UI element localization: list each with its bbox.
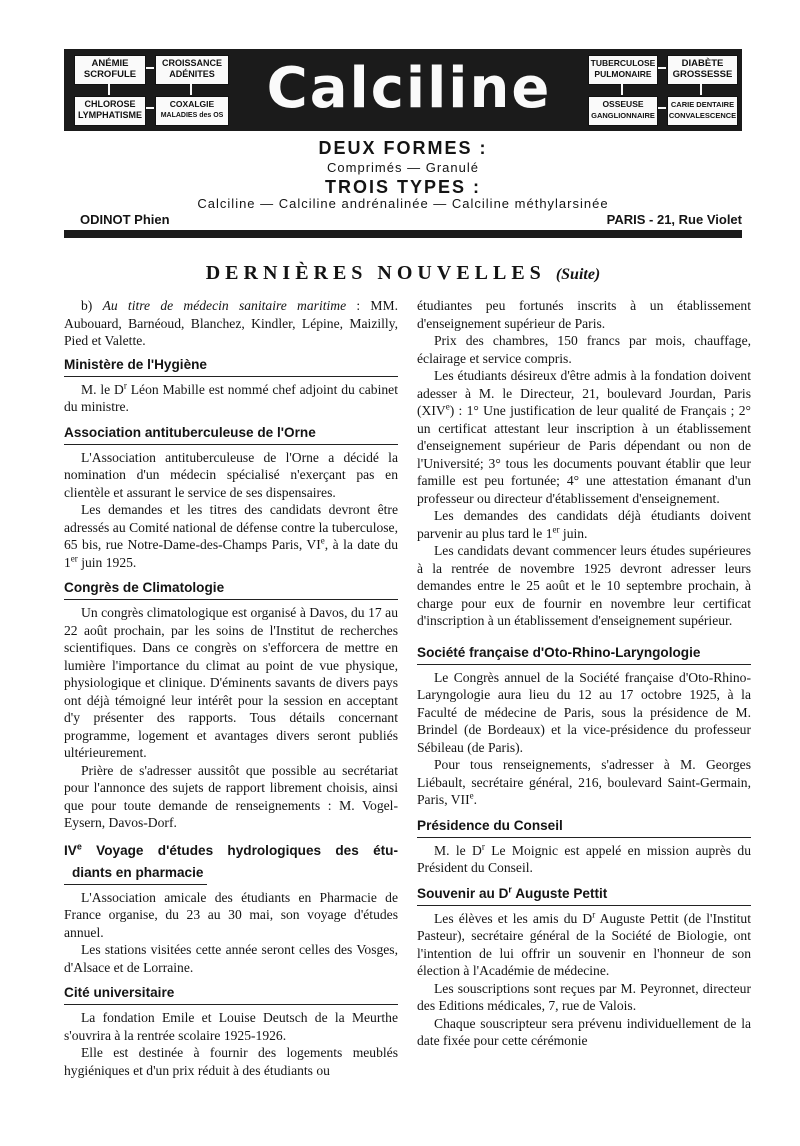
text: Souvenir au D bbox=[417, 885, 509, 901]
maker-address: PARIS - 21, Rue Violet bbox=[606, 212, 742, 227]
types-line: Calciline — Calciline andrénalinée — Calciline méthylarsinée bbox=[197, 196, 609, 211]
paragraph: Chaque souscripteur sera prévenu individuellement de la date fixée pour cette cérémonie bbox=[417, 1015, 751, 1048]
text: Auguste Pettit bbox=[511, 885, 608, 901]
ad-connector-lines bbox=[0, 0, 800, 140]
text: Les demandes et les titres des candidats devront être adressés au Comité national de défense contre la tuberculose, 65 bis, rue Notre-Dame-des-Champs Paris, VI bbox=[64, 502, 398, 552]
paragraph: Prix des chambres, 150 francs par mois, chauffage, éclairage et service compris. bbox=[417, 333, 751, 366]
paragraph: Prière de s'adresser aussitôt que possible au secrétariat pour l'annonce des sujets de rapport librement choisis, ainsi que pour toute demande de renseignements : M. Vogel-Eysern, Davos-Dorf. bbox=[64, 762, 398, 830]
section-title-voyage bbox=[64, 840, 398, 885]
section-title-climatologie: Congrès de Climatologie bbox=[64, 579, 398, 600]
ad-box-line: LYMPHATISME bbox=[77, 110, 142, 120]
left-column bbox=[64, 297, 398, 1079]
superscript: r bbox=[123, 379, 127, 390]
section-title-line: diants en pharmacie bbox=[64, 862, 207, 885]
paragraph: étudiantes peu fortunés inscrits à un établissement d'enseignement supérieur de Paris. bbox=[417, 298, 751, 331]
text: M. le D bbox=[81, 381, 124, 397]
right-column bbox=[417, 297, 751, 1050]
ad-box-line: SCROFULE bbox=[83, 69, 137, 80]
page-title bbox=[64, 262, 742, 285]
ad-box-line: ANÉMIE bbox=[91, 58, 129, 69]
text: Pour tous renseignements, s'adresser à M. Georges Liébault, secrétaire général, 216, boulevard Saint-Germain, Paris, VII bbox=[417, 757, 751, 807]
superscript: er bbox=[552, 523, 560, 534]
section-title-oto: Société française d'Oto-Rhino-Laryngologie bbox=[417, 644, 751, 665]
page-title-suite: (Suite) bbox=[555, 266, 601, 283]
text: Les étudiants désireux d'être admis à la fondation doivent adesser à M. le Directeur, 21, boulevard Jourdan, Paris (XIV bbox=[417, 368, 751, 418]
ad-box-line: GROSSESSE bbox=[672, 69, 733, 80]
section-title-line bbox=[64, 840, 398, 862]
paragraph: La fondation Emile et Louise Deutsch de la Meurthe s'ouvrira à la rentrée scolaire 1925-1926. bbox=[64, 1010, 398, 1043]
ad-box-line: ADÉNITES bbox=[169, 69, 215, 79]
text: Auguste Pettit (de l'Institut Pasteur), secrétaire général de la Société de Biologie, ont l'intention de lui offrir un souvenir en l'honneur de son élection à l'Académie de médecine. bbox=[417, 910, 751, 978]
paragraph bbox=[417, 910, 751, 980]
header-divider bbox=[64, 230, 742, 238]
superscript: r bbox=[508, 883, 512, 894]
forms-line: Comprimés — Granulé bbox=[327, 160, 479, 175]
ad-box-line: CROISSANCE bbox=[161, 58, 222, 68]
text: juin. bbox=[559, 525, 588, 541]
superscript: e bbox=[76, 840, 82, 851]
superscript: e bbox=[445, 401, 450, 412]
text: . bbox=[473, 792, 478, 807]
intro-italic: Au titre de médecin sanitaire maritime bbox=[102, 298, 347, 313]
paragraph bbox=[417, 507, 751, 542]
paragraph bbox=[417, 842, 751, 877]
page-title-main: DERNIÈRES NOUVELLES bbox=[205, 262, 546, 284]
text: IV bbox=[64, 842, 77, 858]
maker-name: ODINOT Phien bbox=[80, 212, 170, 227]
text: Voyage d'études hydrologiques des étu- bbox=[81, 842, 398, 858]
ad-box-line: OSSEUSE bbox=[602, 99, 644, 109]
section-title-presidence: Présidence du Conseil bbox=[417, 817, 751, 838]
ad-box-line: CARIE DENTAIRE bbox=[670, 100, 735, 109]
paragraph bbox=[64, 381, 398, 416]
superscript: e bbox=[469, 790, 474, 801]
types-title: TROIS TYPES : bbox=[324, 177, 482, 197]
paragraph: Elle est destinée à fournir des logements meublés hygiéniques et d'un prix réduit à des étudiants ou bbox=[64, 1045, 398, 1078]
superscript: r bbox=[592, 908, 596, 919]
ad-box-line: GANGLIONNAIRE bbox=[591, 111, 655, 120]
ad-box-line: MALADIES des OS bbox=[160, 112, 224, 119]
superscript: r bbox=[481, 840, 485, 851]
paragraph: L'Association antituberculeuse de l'Orne a décidé la nomination d'un médecin spécialisé n'exerçant pas en clientèle et assurant le service de ses dispensaires. bbox=[64, 449, 398, 500]
text: , à la date du 1 bbox=[64, 537, 398, 570]
paragraph: Le Congrès annuel de la Société française d'Oto-Rhino-Laryngologie aura lieu du 12 au 17 octobre 1925, à la Faculté de médecine de Paris, sous la présidence de M. Brindel (de Bordeaux) et la vice-présidence du professeur Sébileau (de Paris). bbox=[417, 669, 751, 755]
text: ) : 1° Une justification de leur qualité de Français ; 2° un certificat attestant leur inscription à un établissement d'enseignement supérieur de Paris dépendant ou non de l'Université; 3° tous les documents pouvant établir que leur famille est peu fortunée; 4° une attestation émanant d'un professeur ou directeur d'établissement d'enseignement. bbox=[417, 403, 751, 506]
superscript: e bbox=[320, 535, 325, 546]
text: juin 1925. bbox=[77, 554, 137, 570]
paragraph: Les candidats devant commencer leurs études supérieures à la rentrée de novembre 1925 devront adresser leurs demandes entre le 25 août et le 10 septembre prochain, à charge pour eux de fournir en novembre leur certificat d'inscription à un établissement d'enseignement supérieur. bbox=[417, 543, 751, 628]
ad-box-line: CONVALESCENCE bbox=[668, 111, 737, 120]
text: Léon Mabille est nommé chef adjoint du cabinet du ministre. bbox=[64, 381, 398, 414]
ad-box-line: DIABÈTE bbox=[681, 58, 724, 69]
forms-title: DEUX FORMES : bbox=[318, 138, 488, 158]
paragraph bbox=[417, 756, 751, 809]
ad-box-line: COXALGIE bbox=[169, 99, 215, 109]
paragraph: Un congrès climatologique est organisé à Davos, du 17 au 22 août prochain, par les soins de l'Institut de recherches scientifiques. Dans ce congrès on s'efforcera de mettre en lumière l'importance du climat au point de vue physique, physiologique et clinique. D'éminents savants de divers pays ont déjà témoigné leur intérêt pour la session en acceptant d'y présenter des rapports. Tous détails concernant programme, logement et avantages divers seront publiés ultérieurement. bbox=[64, 605, 398, 760]
paragraph: L'Association amicale des étudiants en Pharmacie de France organise, du 23 au 30 mai, son voyage d'études annuel. bbox=[64, 889, 398, 940]
section-title-hygiene: Ministère de l'Hygiène bbox=[64, 356, 398, 377]
ad-box-line: PULMONAIRE bbox=[594, 69, 652, 79]
ad-box-line: CHLOROSE bbox=[84, 99, 136, 109]
brand-logo: Calciline bbox=[266, 56, 552, 121]
intro-paragraph bbox=[64, 297, 398, 350]
section-title-orne: Association antituberculeuse de l'Orne bbox=[64, 424, 398, 445]
intro-text: : MM. Aubouard, Barnéoud, Blanchez, Kindler, Lépine, Maizilly, Pied et Valette. bbox=[64, 298, 398, 348]
section-title-cite: Cité universitaire bbox=[64, 984, 398, 1005]
paragraph bbox=[417, 367, 751, 507]
paragraph: Les souscriptions sont reçues par M. Peyronnet, directeur des Editions médicales, 7, rue de Valois. bbox=[417, 980, 751, 1013]
text: Les élèves et les amis du D bbox=[434, 910, 593, 926]
ad-box-line: TUBERCULOSE bbox=[590, 58, 656, 68]
section-title-souvenir bbox=[417, 885, 751, 906]
intro-label: b) bbox=[81, 298, 103, 313]
text: M. le D bbox=[434, 842, 482, 858]
superscript: er bbox=[70, 552, 78, 563]
text: Le Moignic est appelé en mission auprès du Président du Conseil. bbox=[417, 842, 751, 875]
paragraph bbox=[64, 501, 398, 571]
paragraph: Les stations visitées cette année seront celles des Vosges, d'Alsace et de Lorraine. bbox=[64, 942, 398, 975]
text: Les demandes des candidats déjà étudiants doivent parvenir au plus tard le 1 bbox=[417, 508, 751, 541]
